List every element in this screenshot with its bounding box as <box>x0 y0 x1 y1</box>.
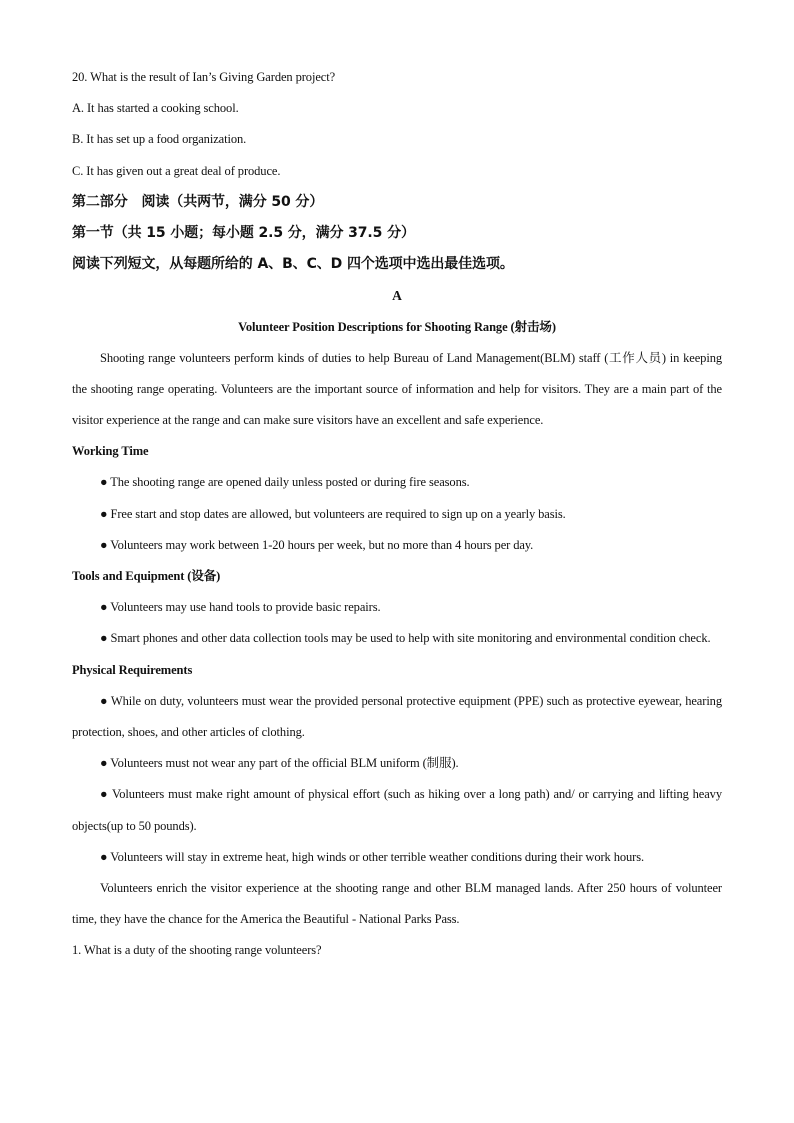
working-time-item: ● Volunteers may work between 1-20 hours per week, but no more than 4 hours per day. <box>100 537 534 552</box>
question-1: 1. What is a duty of the shooting range volunteers? <box>72 943 322 958</box>
working-time-item: ● The shooting range are opened daily unless posted or during fire seasons. <box>100 475 470 490</box>
passage-title: Volunteer Position Descriptions for Shooting Range (射击场) <box>238 319 556 334</box>
exam-page <box>72 62 722 967</box>
option-b: B. It has set up a food organization. <box>72 132 247 147</box>
closing-paragraph: Volunteers enrich the visitor experience at the shooting range and other BLM managed lands. After 250 hours of volunteer time, they have the chance for the America the Beautiful - National Parks Pass. <box>72 881 722 927</box>
tools-heading: Tools and Equipment (设备) <box>72 569 221 584</box>
physical-item: ● Volunteers must make right amount of physical effort (such as hiking over a long path) and/ or carrying and lifting heavy objects(up to 50 pounds). <box>72 787 722 833</box>
passage-letter: A <box>392 288 402 304</box>
subsection-heading: 第一节（共 15 小题；每小题 2.5 分，满分 37.5 分） <box>72 224 415 241</box>
working-time-heading: Working Time <box>72 444 149 459</box>
physical-item: ● Volunteers will stay in extreme heat, high winds or other terrible weather conditions during their work hours. <box>100 849 645 864</box>
physical-item: ● Volunteers must not wear any part of the official BLM uniform (制服). <box>100 756 459 771</box>
option-a: A. It has started a cooking school. <box>72 101 239 116</box>
physical-item: ● While on duty, volunteers must wear the provided personal protective equipment (PPE) such as protective eyewear, hearing protection, shoes, and other articles of clothing. <box>72 693 722 740</box>
part-heading: 第二部分 阅读（共两节，满分 50 分） <box>72 193 324 210</box>
instruction: 阅读下列短文，从每题所给的 A、B、C、D 四个选项中选出最佳选项。 <box>72 256 514 273</box>
question-20: 20. What is the result of Ian’s Giving Garden project? <box>72 70 336 84</box>
intro-paragraph: Shooting range volunteers perform kinds of duties to help Bureau of Land Management(BLM) staff (工作人员) in keeping the shooting range operating. Volunteers are the important source of information and help for visitors. They are a main part of the visitor experience at the range and can make sure visitors have an excellent and safe experience. <box>72 350 722 428</box>
tools-item: ● Smart phones and other data collection tools may be used to help with site monitoring and environmental condition check. <box>100 631 711 646</box>
option-c: C. It has given out a great deal of produce. <box>72 163 281 178</box>
working-time-item: ● Free start and stop dates are allowed, but volunteers are required to sign up on a yearly basis. <box>100 506 566 521</box>
physical-heading: Physical Requirements <box>72 662 193 677</box>
tools-item: ● Volunteers may use hand tools to provide basic repairs. <box>100 600 381 615</box>
